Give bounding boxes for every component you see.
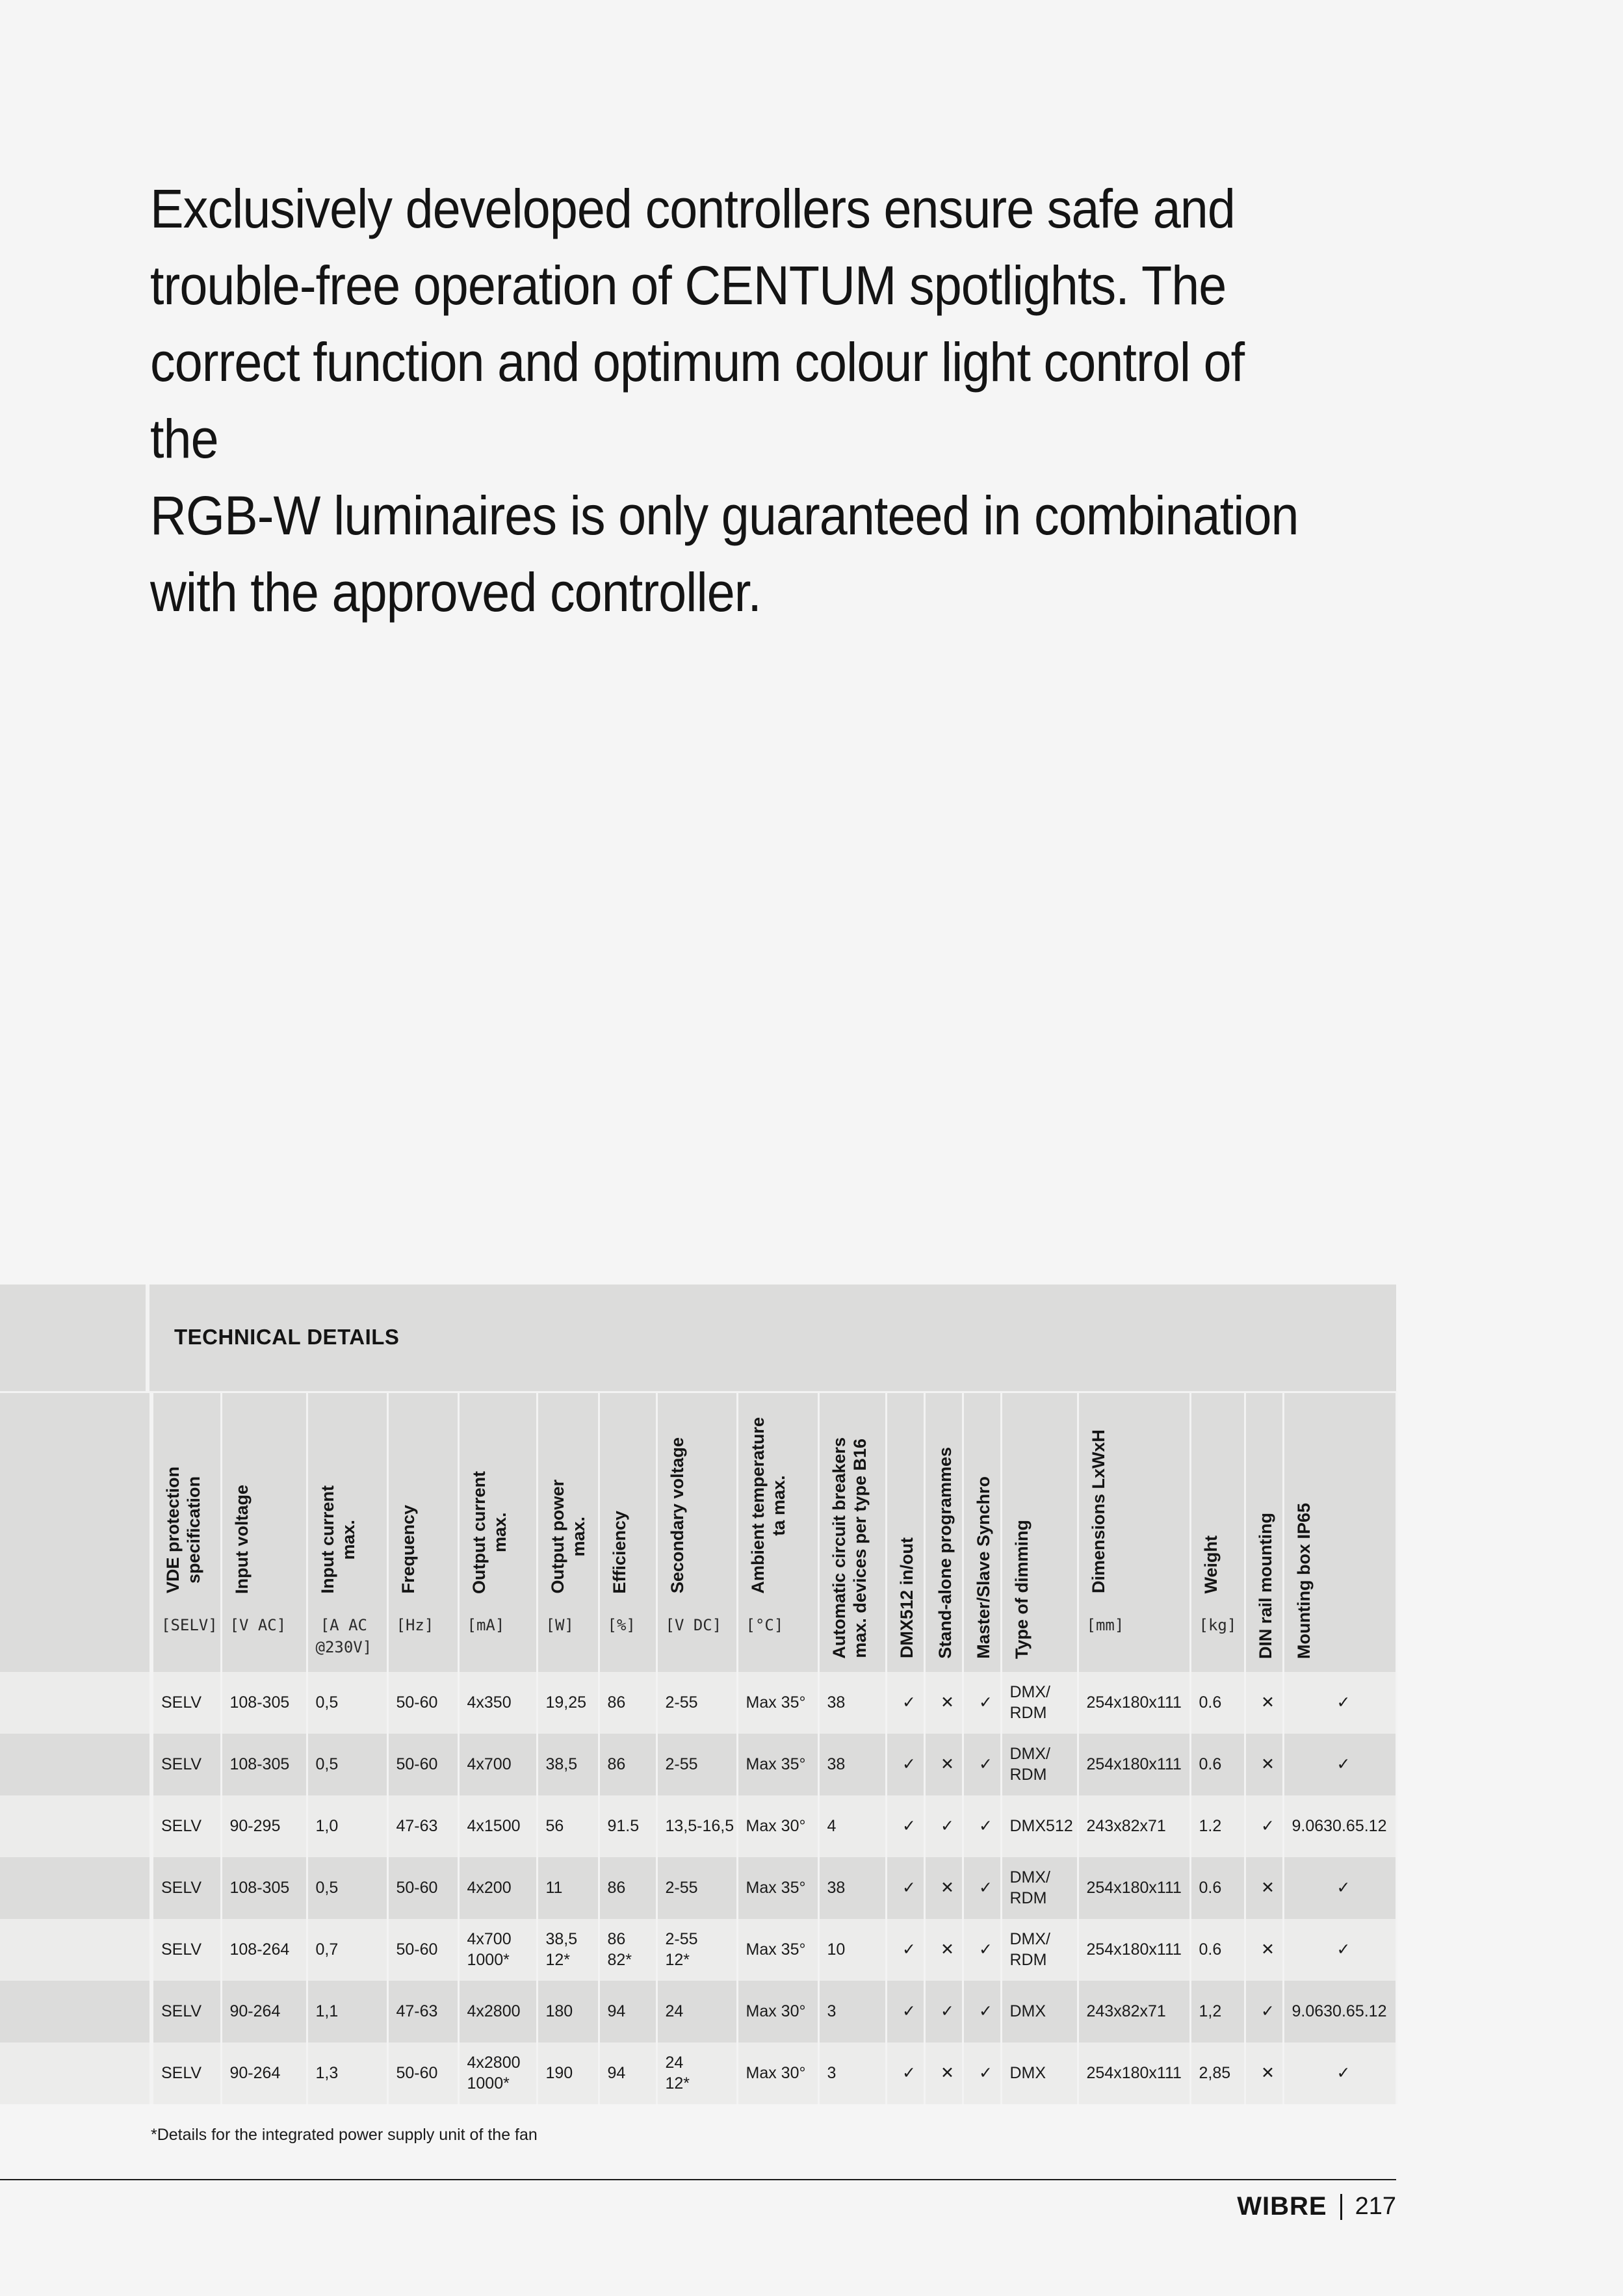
- intro-line: Exclusively developed controllers ensure safe and: [150, 178, 1235, 239]
- header-blank-cell: [0, 1392, 151, 1672]
- technical-details-section: [0, 1285, 1396, 2104]
- table-cell: 13,5-16,5: [656, 1795, 737, 1857]
- table-cell: 2-55: [656, 1857, 737, 1919]
- table-cell: 50-60: [387, 1857, 458, 1919]
- table-cell: Max 30°: [737, 1795, 818, 1857]
- table-cell: Max 35°: [737, 1857, 818, 1919]
- table-cell: Max 30°: [737, 1981, 818, 2042]
- column-header: [1001, 1392, 1078, 1672]
- check-icon: ✓: [1283, 1857, 1396, 1919]
- check-icon: ✓: [963, 1672, 1001, 1734]
- table-cell: 1,0: [307, 1795, 387, 1857]
- table-cell: 94: [599, 1981, 656, 2042]
- column-unit: [°C]: [746, 1616, 784, 1634]
- table-cell: 90-295: [221, 1795, 307, 1857]
- table-cell: 1,1: [307, 1981, 387, 2042]
- table-cell: DMX/ RDM: [1001, 1734, 1078, 1795]
- table-cell: 254x180x111: [1078, 1919, 1190, 1981]
- table-cell: 243x82x71: [1078, 1981, 1190, 2042]
- table-cell: 4: [818, 1795, 886, 1857]
- check-icon: ✓: [886, 1857, 924, 1919]
- specs-table: [0, 1391, 1397, 2104]
- footnote: *Details for the integrated power supply unit of the fan: [151, 2126, 538, 2144]
- footer-separator: [1340, 2194, 1342, 2220]
- footer-rule: [0, 2179, 1396, 2180]
- table-cell: 86: [599, 1672, 656, 1734]
- table-cell: 0,5: [307, 1857, 387, 1919]
- table-cell: 190: [537, 2042, 599, 2104]
- column-header: [458, 1392, 537, 1672]
- check-icon: ✓: [963, 1795, 1001, 1857]
- column-label: Output current max.: [469, 1470, 510, 1594]
- table-cell: SELV: [151, 1919, 221, 1981]
- check-icon: ✓: [1283, 1734, 1396, 1795]
- table-cell: 91.5: [599, 1795, 656, 1857]
- cross-icon: ✕: [924, 1919, 963, 1981]
- column-header: [924, 1392, 963, 1672]
- table-row: [0, 2042, 1396, 2104]
- column-header: [151, 1392, 221, 1672]
- row-blank-cell: [0, 1734, 151, 1795]
- table-cell: 24 12*: [656, 2042, 737, 2104]
- check-icon: ✓: [1283, 2042, 1396, 2104]
- table-cell: 0.6: [1190, 1857, 1245, 1919]
- column-label: Ambient temperature ta max.: [747, 1416, 788, 1594]
- table-cell: 243x82x71: [1078, 1795, 1190, 1857]
- table-cell: 1.2: [1190, 1795, 1245, 1857]
- column-header: [599, 1392, 656, 1672]
- page-number: 217: [1355, 2193, 1396, 2220]
- cross-icon: ✕: [1245, 2042, 1283, 2104]
- table-cell: 3: [818, 2042, 886, 2104]
- row-blank-cell: [0, 1672, 151, 1734]
- table-cell: 4x350: [458, 1672, 537, 1734]
- intro-line: correct function and optimum colour light control of the: [150, 332, 1245, 469]
- check-icon: ✓: [963, 1919, 1001, 1981]
- table-cell: 90-264: [221, 2042, 307, 2104]
- table-cell: 4x700: [458, 1734, 537, 1795]
- cross-icon: ✕: [924, 1672, 963, 1734]
- column-label: Frequency: [398, 1504, 418, 1594]
- table-cell: 47-63: [387, 1981, 458, 2042]
- header-left-cell: [0, 1285, 149, 1391]
- column-label: DIN rail mounting: [1255, 1512, 1275, 1659]
- column-header: [1245, 1392, 1283, 1672]
- table-cell: Max 35°: [737, 1672, 818, 1734]
- column-unit: [Hz]: [396, 1616, 434, 1634]
- column-label: Automatic circuit breakers max. devices per type B16: [829, 1437, 870, 1659]
- table-cell: SELV: [151, 1734, 221, 1795]
- table-cell: 2-55: [656, 1734, 737, 1795]
- table-cell: SELV: [151, 1981, 221, 2042]
- intro-line: with the approved controller.: [150, 562, 761, 623]
- check-icon: ✓: [1245, 1795, 1283, 1857]
- column-unit: [A AC @230V]: [315, 1616, 372, 1656]
- table-cell: 2,85: [1190, 2042, 1245, 2104]
- table-cell: Max 35°: [737, 1919, 818, 1981]
- check-icon: ✓: [886, 1672, 924, 1734]
- table-cell: Max 30°: [737, 2042, 818, 2104]
- page-footer: [1237, 2192, 1396, 2221]
- table-cell: 10: [818, 1919, 886, 1981]
- table-cell: 0,7: [307, 1919, 387, 1981]
- row-blank-cell: [0, 1981, 151, 2042]
- technical-details-title: TECHNICAL DETAILS: [174, 1325, 400, 1349]
- check-icon: ✓: [963, 2042, 1001, 2104]
- brand-logo: WIBRE: [1237, 2192, 1327, 2221]
- table-cell: 2-55: [656, 1672, 737, 1734]
- column-unit: [kg]: [1199, 1616, 1237, 1634]
- column-header: [307, 1392, 387, 1672]
- table-cell: 3: [818, 1981, 886, 2042]
- table-cell: 0.6: [1190, 1919, 1245, 1981]
- table-cell: 254x180x111: [1078, 1672, 1190, 1734]
- column-label: Master/Slave Synchro: [973, 1476, 993, 1659]
- column-label: Efficiency: [609, 1510, 629, 1594]
- table-cell: 94: [599, 2042, 656, 2104]
- table-cell: 1,3: [307, 2042, 387, 2104]
- table-cell: 19,25: [537, 1672, 599, 1734]
- intro-text: [150, 170, 1322, 631]
- table-cell: 56: [537, 1795, 599, 1857]
- column-label: Output power max.: [547, 1480, 588, 1594]
- table-cell: 9.0630.65.12: [1283, 1981, 1396, 2042]
- column-header: [1078, 1392, 1190, 1672]
- table-cell: 254x180x111: [1078, 1857, 1190, 1919]
- column-label: Input voltage: [231, 1484, 252, 1594]
- check-icon: ✓: [1283, 1919, 1396, 1981]
- table-cell: 47-63: [387, 1795, 458, 1857]
- table-cell: 0,5: [307, 1672, 387, 1734]
- cross-icon: ✕: [924, 1857, 963, 1919]
- table-row: [0, 1734, 1396, 1795]
- column-label: Secondary voltage: [667, 1437, 687, 1594]
- column-header: [963, 1392, 1001, 1672]
- table-cell: SELV: [151, 1857, 221, 1919]
- column-header: [221, 1392, 307, 1672]
- table-cell: DMX: [1001, 2042, 1078, 2104]
- column-label: Stand-alone programmes: [935, 1446, 955, 1659]
- check-icon: ✓: [886, 2042, 924, 2104]
- column-header: [656, 1392, 737, 1672]
- check-icon: ✓: [963, 1857, 1001, 1919]
- column-header: [387, 1392, 458, 1672]
- table-cell: 1,2: [1190, 1981, 1245, 2042]
- table-cell: SELV: [151, 1672, 221, 1734]
- table-cell: 108-305: [221, 1857, 307, 1919]
- table-cell: 50-60: [387, 1672, 458, 1734]
- cross-icon: ✕: [1245, 1857, 1283, 1919]
- table-cell: 9.0630.65.12: [1283, 1795, 1396, 1857]
- check-icon: ✓: [924, 1981, 963, 2042]
- table-cell: 38: [818, 1857, 886, 1919]
- table-cell: 108-264: [221, 1919, 307, 1981]
- table-cell: DMX/ RDM: [1001, 1919, 1078, 1981]
- table-row: [0, 1981, 1396, 2042]
- check-icon: ✓: [886, 1795, 924, 1857]
- table-row: [0, 1919, 1396, 1981]
- column-label: Dimensions LxWxH: [1088, 1429, 1108, 1594]
- column-header: [818, 1392, 886, 1672]
- column-label: DMX512 in/out: [896, 1537, 916, 1659]
- table-cell: 4x2800: [458, 1981, 537, 2042]
- table-cell: 0.6: [1190, 1672, 1245, 1734]
- check-icon: ✓: [1283, 1672, 1396, 1734]
- column-label: Mounting box IP65: [1293, 1502, 1314, 1659]
- intro-line: trouble-free operation of CENTUM spotlights. The: [150, 255, 1227, 316]
- table-cell: 90-264: [221, 1981, 307, 2042]
- table-cell: 50-60: [387, 1734, 458, 1795]
- check-icon: ✓: [886, 1981, 924, 2042]
- table-cell: 50-60: [387, 2042, 458, 2104]
- table-cell: DMX/ RDM: [1001, 1857, 1078, 1919]
- column-unit: [V AC]: [229, 1616, 287, 1634]
- check-icon: ✓: [963, 1734, 1001, 1795]
- column-unit: [SELV]: [161, 1616, 218, 1634]
- table-row: [0, 1795, 1396, 1857]
- table-cell: Max 35°: [737, 1734, 818, 1795]
- table-cell: SELV: [151, 1795, 221, 1857]
- column-unit: [mm]: [1086, 1616, 1124, 1634]
- row-blank-cell: [0, 2042, 151, 2104]
- table-cell: 108-305: [221, 1672, 307, 1734]
- check-icon: ✓: [963, 1981, 1001, 2042]
- column-header: [886, 1392, 924, 1672]
- column-header: [1283, 1392, 1396, 1672]
- intro-line: RGB-W luminaires is only guaranteed in combination: [150, 485, 1299, 546]
- table-cell: DMX/ RDM: [1001, 1672, 1078, 1734]
- table-cell: 2-55 12*: [656, 1919, 737, 1981]
- row-blank-cell: [0, 1857, 151, 1919]
- check-icon: ✓: [886, 1919, 924, 1981]
- table-cell: 108-305: [221, 1734, 307, 1795]
- table-cell: 50-60: [387, 1919, 458, 1981]
- column-unit: [mA]: [467, 1616, 505, 1634]
- column-header: [737, 1392, 818, 1672]
- table-row: [0, 1672, 1396, 1734]
- table-cell: 11: [537, 1857, 599, 1919]
- cross-icon: ✕: [1245, 1919, 1283, 1981]
- table-cell: 4x700 1000*: [458, 1919, 537, 1981]
- column-label: Input current max.: [317, 1485, 358, 1594]
- column-label: VDE protection specification: [163, 1467, 203, 1594]
- column-header-row: [0, 1392, 1396, 1672]
- table-cell: 24: [656, 1981, 737, 2042]
- table-cell: 86 82*: [599, 1919, 656, 1981]
- table-cell: 38,5: [537, 1734, 599, 1795]
- table-cell: 0,5: [307, 1734, 387, 1795]
- check-icon: ✓: [924, 1795, 963, 1857]
- cross-icon: ✕: [1245, 1672, 1283, 1734]
- table-cell: 38: [818, 1734, 886, 1795]
- technical-details-header: [0, 1285, 1396, 1391]
- column-header: [1190, 1392, 1245, 1672]
- table-cell: 0.6: [1190, 1734, 1245, 1795]
- cross-icon: ✕: [924, 2042, 963, 2104]
- table-cell: 254x180x111: [1078, 2042, 1190, 2104]
- column-unit: [V DC]: [665, 1616, 722, 1634]
- table-cell: 86: [599, 1734, 656, 1795]
- row-blank-cell: [0, 1795, 151, 1857]
- row-blank-cell: [0, 1919, 151, 1981]
- table-cell: DMX512: [1001, 1795, 1078, 1857]
- table-cell: 38,5 12*: [537, 1919, 599, 1981]
- cross-icon: ✕: [924, 1734, 963, 1795]
- column-unit: [%]: [607, 1616, 636, 1634]
- check-icon: ✓: [886, 1734, 924, 1795]
- table-row: [0, 1857, 1396, 1919]
- table-body: [0, 1672, 1396, 2104]
- table-cell: 4x2800 1000*: [458, 2042, 537, 2104]
- table-cell: 4x200: [458, 1857, 537, 1919]
- table-cell: 180: [537, 1981, 599, 2042]
- table-cell: 86: [599, 1857, 656, 1919]
- cross-icon: ✕: [1245, 1734, 1283, 1795]
- table-cell: 4x1500: [458, 1795, 537, 1857]
- column-header: [537, 1392, 599, 1672]
- column-label: Weight: [1201, 1535, 1221, 1594]
- table-cell: DMX: [1001, 1981, 1078, 2042]
- table-cell: 38: [818, 1672, 886, 1734]
- column-unit: [W]: [545, 1616, 574, 1634]
- check-icon: ✓: [1245, 1981, 1283, 2042]
- table-cell: 254x180x111: [1078, 1734, 1190, 1795]
- table-cell: SELV: [151, 2042, 221, 2104]
- column-label: Type of dimming: [1011, 1519, 1032, 1659]
